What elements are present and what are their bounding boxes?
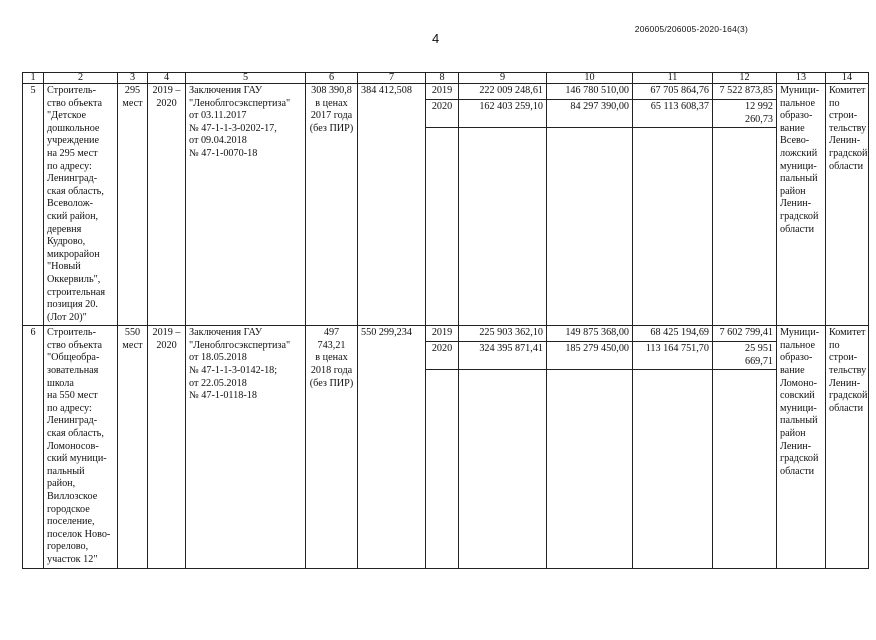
expertise-conclusion [186,84,306,326]
column-number-3: 3 [118,73,148,84]
column-number-5: 5 [186,73,306,84]
capacity-line: 295 [124,85,141,96]
empty-cell [633,370,713,568]
customer-line: области [780,223,815,235]
federal-funding: 185 279 450,00 [547,342,633,370]
object-description-line: по адресу: [47,160,92,172]
year: 2019 [426,84,459,100]
object-description-line: Ленинград- [47,173,98,185]
responsible-committee-line: тельству [829,122,867,134]
customer-line: муници- [780,402,817,414]
object-description-line: строительная [47,286,106,298]
estimated-cost [306,84,358,326]
customer [777,84,826,326]
column-number-11: 11 [633,73,713,84]
local-funding: 7 522 873,85 [713,84,777,100]
responsible-committee-line: градской [829,147,868,159]
construction-period [148,84,186,326]
object-description [44,84,118,326]
object-description-line: зовательная [47,365,99,377]
column-number-row [23,73,869,84]
customer-line: образо- [780,352,813,364]
expertise-conclusion-line: № 47-1-1-3-0202-17, [189,122,277,134]
row-number: 6 [23,326,44,568]
investment-table [22,72,869,569]
responsible-committee-line: Ленин- [829,377,861,389]
row-number: 5 [23,84,44,326]
construction-period-line: 2020 [156,339,177,351]
object-description-line: Строитель- [47,85,96,96]
construction-period-line: 2019 – [152,85,181,96]
expertise-conclusion-line: Заключения ГАУ [189,327,263,339]
local-funding: 12 992 260,73 [713,100,777,128]
column-number-8: 8 [426,73,459,84]
year: 2020 [426,100,459,128]
customer-line: вание [780,365,805,377]
estimated-cost [306,326,358,568]
expertise-conclusion-line: "Леноблгосэкспертиза" [189,339,291,351]
year: 2019 [426,326,459,342]
customer-line: район [780,185,806,197]
total-funding: 222 009 248,61 [459,84,547,100]
total-funding: 324 395 871,41 [459,342,547,370]
empty-cell [633,128,713,326]
estimated-cost-line: в ценах [315,97,348,109]
estimated-cost-line: 2018 года [310,365,353,377]
customer-line: вание [780,122,805,134]
customer-line: район [780,428,806,440]
customer-line: Всево- [780,135,810,147]
federal-funding: 84 297 390,00 [547,100,633,128]
object-description-line: городское [47,503,90,515]
column-number-12: 12 [713,73,777,84]
empty-cell [547,128,633,326]
column-number-13: 13 [777,73,826,84]
object-description [44,326,118,568]
object-description-line: на 550 мест [47,390,98,402]
customer-line: муници- [780,160,817,172]
column-number-6: 6 [306,73,358,84]
construction-period-line: 2020 [156,97,177,109]
empty-cell [426,370,459,568]
responsible-committee-line: по строи- [829,339,858,364]
responsible-committee-line: тельству [829,365,867,377]
federal-funding: 149 875 368,00 [547,326,633,342]
object-description-line: ский район, [47,210,99,222]
column-number-14: 14 [826,73,869,84]
empty-cell [713,370,777,568]
expertise-conclusion-line: "Леноблгосэкспертиза" [189,97,291,109]
capacity-line: 550 [124,327,141,339]
customer-line: пальное [780,97,815,109]
object-description-line: (Лот 20)" [47,311,87,323]
object-description-line: Кудрово, [47,236,86,248]
object-description-line: ство объекта [47,339,103,351]
object-description-line: поселок Ново- [47,528,111,540]
object-description-line: Виллозское [47,491,98,502]
empty-cell [459,370,547,568]
expertise-conclusion-line: № 47-1-0070-18 [189,147,258,159]
object-description-line: пальный [47,465,85,477]
object-description-line: дошкольное [47,122,100,134]
capacity-line: мест [122,97,143,109]
object-description-line: на 295 мест [47,147,98,159]
column-number-7: 7 [358,73,426,84]
responsible-committee-line: области [829,160,864,172]
page-number: 4 [432,31,440,46]
object-description-line: Ломоносов- [47,440,99,452]
local-funding: 25 951 669,71 [713,342,777,370]
expertise-conclusion-line: от 18.05.2018 [189,352,247,364]
expertise-conclusion-line: от 09.04.2018 [189,135,247,147]
construction-period [148,326,186,568]
expertise-conclusion-line: Заключения ГАУ [189,85,263,96]
column-number-9: 9 [459,73,547,84]
customer-line: ложский [780,147,818,159]
column-number-1: 1 [23,73,44,84]
object-description-line: ский муници- [47,453,107,465]
responsible-committee-line: градской [829,390,868,402]
customer-line: Ломоно- [780,377,818,389]
object-description-line: микрорайон [47,248,100,260]
expertise-conclusion-line: № 47-1-0118-18 [189,390,257,402]
total-funding: 162 403 259,10 [459,100,547,128]
customer [777,326,826,568]
customer-line: Ленин- [780,198,812,210]
object-description-line: участок 12" [47,553,98,565]
empty-cell [459,128,547,326]
year: 2020 [426,342,459,370]
object-description-line: ская область, [47,185,104,197]
customer-line: Ленин- [780,440,812,452]
capacity [118,84,148,326]
regional-funding: 68 425 194,69 [633,326,713,342]
customer-line: пальный [780,173,818,185]
regional-funding: 67 705 864,76 [633,84,713,100]
customer-line: пальное [780,339,815,351]
customer-line: совский [780,390,815,402]
object-description-line: горелово, [47,541,89,553]
responsible-committee [826,326,869,568]
object-description-line: поселение, [47,516,95,528]
object-description-line: Строитель- [47,327,96,339]
customer-line: градской [780,453,819,465]
empty-cell [426,128,459,326]
object-description-line: по адресу: [47,402,92,414]
federal-funding: 146 780 510,00 [547,84,633,100]
empty-cell [713,128,777,326]
object-description-line: Ленинград- [47,415,98,427]
expertise-conclusion [186,326,306,568]
capacity-line: мест [122,339,143,351]
estimated-cost-line: 308 390,8 [311,85,352,96]
responsible-committee-line: Комитет [829,85,866,96]
responsible-committee-line: по строи- [829,97,858,122]
object-description-line: позиция 20. [47,299,98,311]
customer-line: области [780,465,815,477]
responsible-committee-line: Комитет [829,327,866,339]
object-description-line: школа [47,377,74,389]
table-row [23,84,869,100]
object-description-line: Всеволож- [47,198,94,210]
estimated-cost-line: (без ПИР) [309,122,354,134]
responsible-committee-line: Ленин- [829,135,861,147]
customer-line: Муници- [780,327,820,339]
column-number-4: 4 [148,73,186,84]
table-row [23,326,869,342]
object-description-line: ская область, [47,428,104,440]
total-funding: 225 903 362,10 [459,326,547,342]
customer-line: Муници- [780,85,820,96]
object-description-line: деревня [47,223,82,235]
total-cost: 384 412,508 [358,84,426,326]
local-funding: 7 602 799,41 [713,326,777,342]
column-number-10: 10 [547,73,633,84]
object-description-line: Оккервиль", [47,273,101,285]
responsible-committee-line: области [829,402,864,414]
estimated-cost-line: (без ПИР) [309,377,354,389]
expertise-conclusion-line: № 47-1-1-3-0142-18; [189,365,278,377]
expertise-conclusion-line: от 22.05.2018 [189,377,247,389]
document-code: 206005/206005-2020-164(3) [634,24,748,34]
total-cost: 550 299,234 [358,326,426,568]
customer-line: образо- [780,110,813,122]
object-description-line: ство объекта [47,97,103,109]
object-description-line: "Общеобра- [47,352,100,364]
expertise-conclusion-line: от 03.11.2017 [189,110,247,122]
object-description-line: "Новый [47,261,81,273]
estimated-cost-line: в ценах [315,352,348,364]
customer-line: градской [780,210,819,222]
capacity [118,326,148,568]
responsible-committee [826,84,869,326]
object-description-line: "Детское [47,110,87,122]
object-description-line: учреждение [47,135,100,147]
regional-funding: 65 113 608,37 [633,100,713,128]
customer-line: пальный [780,415,818,427]
empty-cell [547,370,633,568]
object-description-line: район, [47,478,76,490]
estimated-cost-line: 497 743,21 [317,327,346,351]
construction-period-line: 2019 – [152,327,181,339]
regional-funding: 113 164 751,70 [633,342,713,370]
estimated-cost-line: 2017 года [310,110,353,122]
column-number-2: 2 [44,73,118,84]
